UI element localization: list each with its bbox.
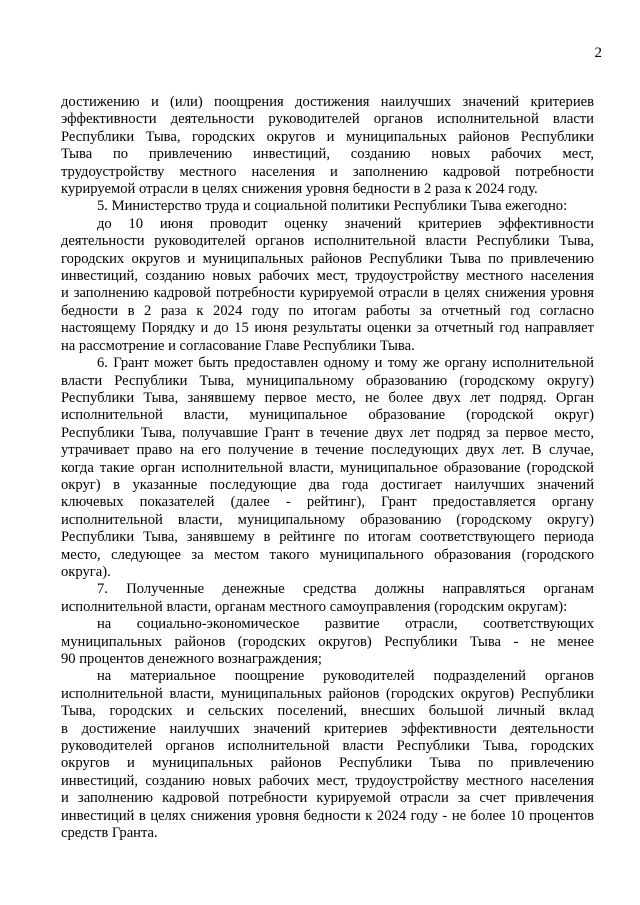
text-line: эффективности деятельности руководителей органов исполнительной власти bbox=[61, 111, 594, 128]
text-line: исполнительной власти, органам местного самоуправления (городским округам): bbox=[61, 598, 568, 615]
text-line: округов и муниципальных районов Республики Тыва по привлечению bbox=[61, 755, 594, 772]
text-line: руководителей органов исполнительной власти Республики Тыва, городских bbox=[61, 738, 594, 755]
paragraph bbox=[61, 94, 594, 198]
text-line: Тыва, городских и сельских поселений, внесших большой личный вклад bbox=[61, 703, 594, 720]
text-line: 6. Грант может быть предоставлен одному и тому же органу исполнительной bbox=[97, 355, 594, 372]
text-line: инвестиций, созданию новых рабочих мест, трудоустройству местного населения bbox=[61, 268, 594, 285]
text-line: Республики Тыва, городских округов и муниципальных районов Республики bbox=[61, 128, 594, 145]
text-line: бедности в 2 раза к 2024 году по итогам работы за отчетный год согласно bbox=[61, 302, 594, 319]
text-line: трудоустройству местного населения и заполнению кадровой потребности bbox=[61, 163, 594, 180]
text-line: в достижение наилучших значений критериев эффективности деятельности bbox=[61, 720, 594, 737]
text-line: средств Гранта. bbox=[61, 825, 158, 842]
text-line: на социально-экономическое развитие отрасли, соответствующих bbox=[97, 616, 594, 633]
text-line: достижению и (или) поощрения достижения наилучших значений критериев bbox=[61, 94, 594, 110]
paragraph bbox=[61, 216, 594, 355]
text-line: и заполнению кадровой потребности курируемой отрасли в целях снижения уровня bbox=[61, 285, 594, 302]
text-line: настоящему Порядку и до 15 июня результаты оценки за отчетный год направляет bbox=[61, 320, 594, 337]
paragraph bbox=[61, 616, 594, 668]
text-line: исполнительной власти, муниципальных районов (городских округов) Республики bbox=[61, 685, 594, 702]
text-line: 90 процентов денежного вознаграждения; bbox=[61, 651, 322, 667]
paragraph bbox=[61, 198, 594, 215]
text-line: инвестиций, созданию новых рабочих мест, трудоустройству местного населения bbox=[61, 772, 594, 789]
text-line: 5. Министерство труда и социальной политики Республики Тыва ежегодно: bbox=[97, 198, 568, 215]
text-line: до 10 июня проводит оценку значений критериев эффективности bbox=[97, 215, 594, 232]
text-line: на материальное поощрение руководителей подразделений органов bbox=[97, 668, 594, 685]
text-line: Тыва по привлечению инвестиций, созданию новых рабочих мест, bbox=[61, 146, 594, 163]
text-line: место, следующее за местом такого муниципального образования (городского bbox=[61, 546, 594, 563]
text-line: на рассмотрение и согласование Главе Республики Тыва. bbox=[61, 337, 415, 354]
text-line: исполнительной власти, муниципальное образование (городской округ) bbox=[61, 407, 594, 424]
text-line: 7. Полученные денежные средства должны направляться органам bbox=[97, 581, 594, 598]
text-line: деятельности руководителей органов исполнительной власти Республики Тыва, bbox=[61, 233, 594, 250]
text-line: утрачивает право на его получение в течение последующих двух лет. В случае, bbox=[61, 442, 594, 459]
text-line: власти Республики Тыва, муниципальному образованию (городскому округу) bbox=[61, 372, 594, 389]
text-line: округа). bbox=[61, 563, 111, 580]
paragraph bbox=[61, 668, 594, 842]
text-line: курируемой отрасли в целях снижения уровня бедности в 2 раза к 2024 году. bbox=[61, 181, 538, 198]
document-body bbox=[61, 94, 594, 842]
text-line: округ) в указанные последующие два года достигает наилучших значений bbox=[61, 476, 594, 493]
text-line: инвестиций в целях снижения уровня бедности к 2024 году - не более 10 процентов bbox=[61, 807, 594, 824]
text-line: и заполнению кадровой потребности курируемой отрасли за счет привлечения bbox=[61, 790, 594, 807]
text-line: городских округов и муниципальных районов Республики Тыва по привлечению bbox=[61, 250, 594, 267]
text-line: Республики Тыва, занявшему первое место, не более двух лет подряд. Орган bbox=[61, 389, 594, 406]
text-line: ключевых показателей (далее - рейтинг), Грант предоставляется органу bbox=[61, 494, 594, 511]
text-line: муниципальных районов (городских округов) Республики Тыва - не менее bbox=[61, 633, 594, 650]
text-line: Республики Тыва, получавшие Грант в течение двух лет подряд за первое место, bbox=[61, 424, 594, 441]
paragraph bbox=[61, 355, 594, 581]
text-line: исполнительной власти, муниципальному образованию (городскому округу) bbox=[61, 511, 594, 528]
page-number: 2 bbox=[594, 45, 602, 61]
text-line: Республики Тыва, занявшему в рейтинге по итогам соответствующего периода bbox=[61, 529, 594, 546]
paragraph bbox=[61, 581, 594, 616]
text-line: когда такие орган исполнительной власти, муниципальное образование (городской bbox=[61, 459, 594, 476]
